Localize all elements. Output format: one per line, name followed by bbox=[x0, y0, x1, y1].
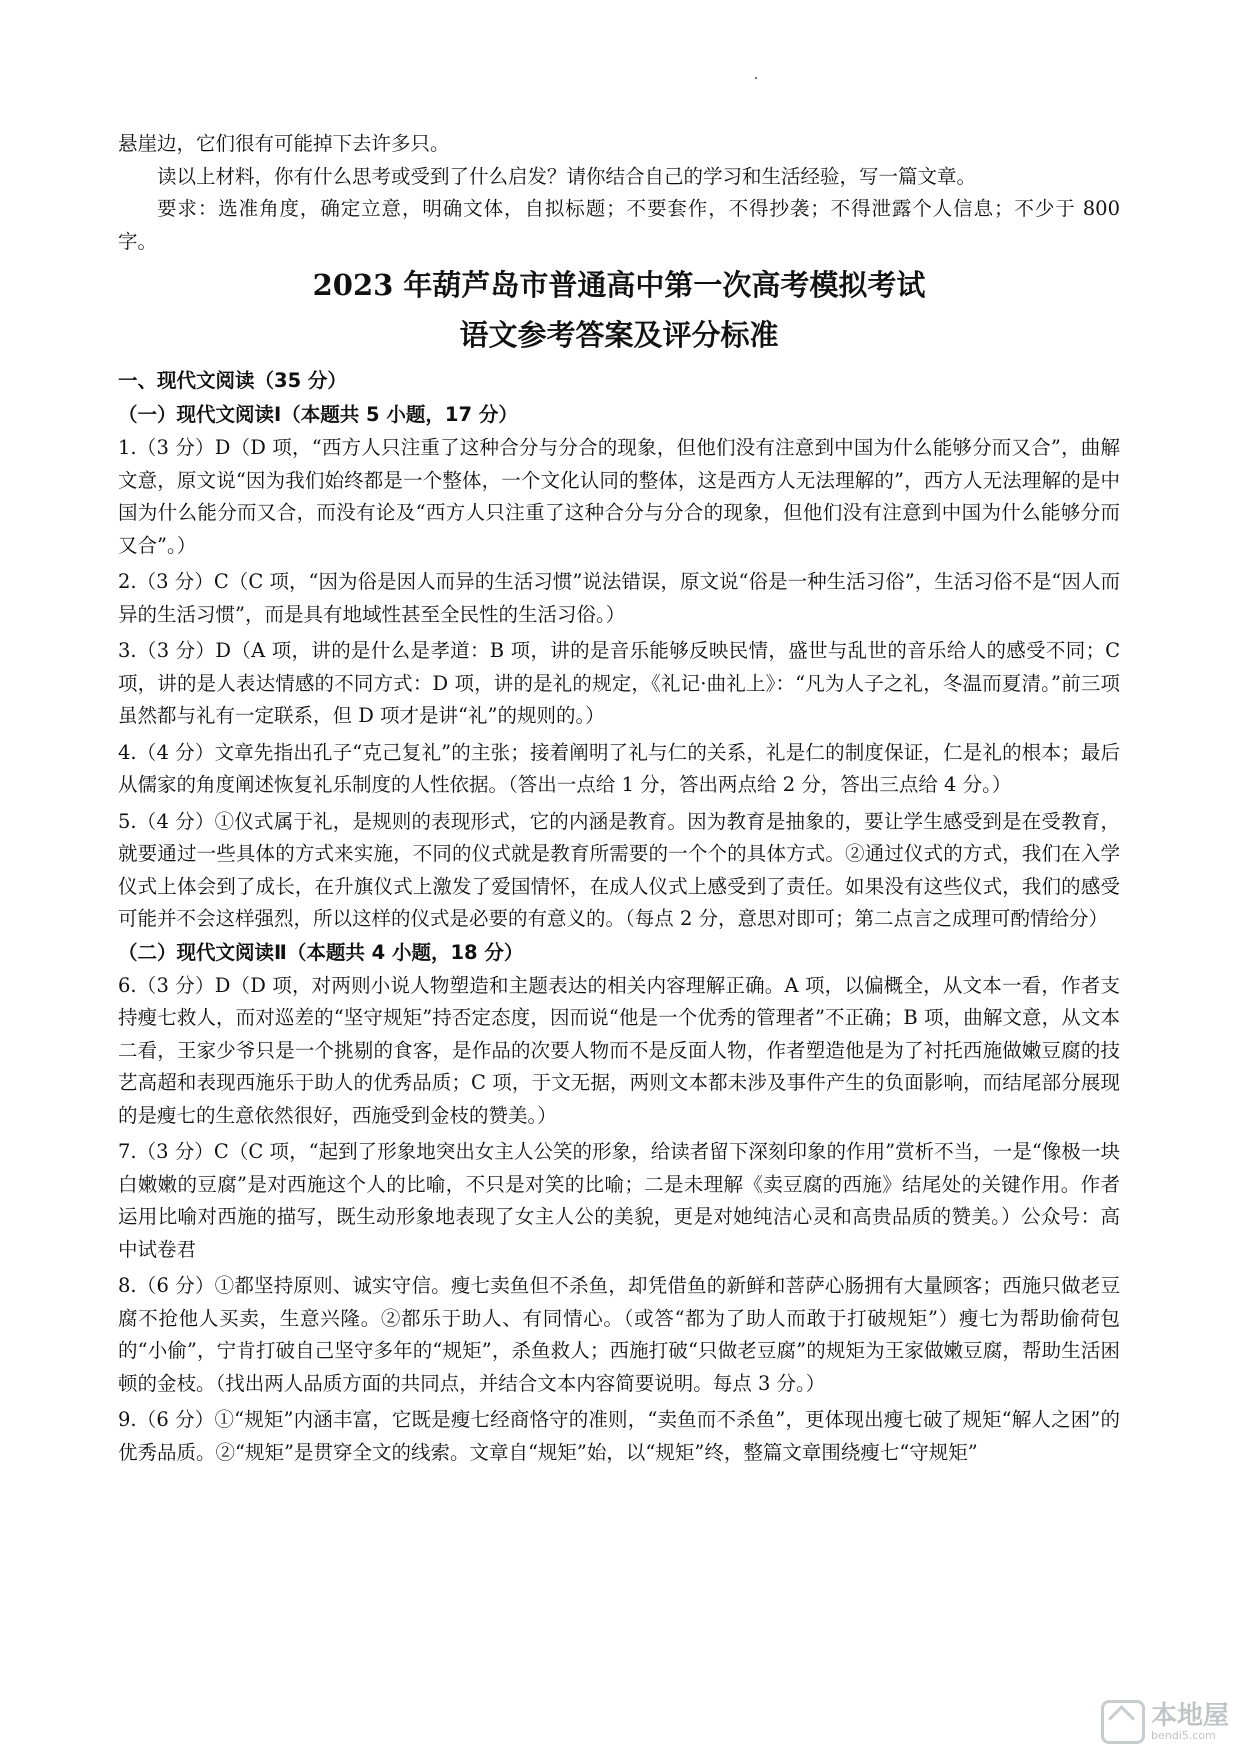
watermark-url: bendi5.com bbox=[1150, 1729, 1216, 1742]
answer-item-5: 5.（4 分）①仪式属于礼，是规则的表现形式，它的内涵是教育。因为教育是抽象的，要让学生感受到是在受教育，就要通过一些具体的方式来实施，不同的仪式就是教育所需要的一个个的具体方式。②通过仪式的方式，我们在入学仪式上体会到了成长，在升旗仪式上激发了爱国情怀，在成人仪式上感受到了责任。如果没有这些仪式，我们的感受可能并不会这样强烈，所以这样的仪式是必要的有意义的。（每点 2 分，意思对即可；第二点言之成理可酌情给分） bbox=[118, 809, 1120, 930]
subsection-heading-2: （二）现代文阅读Ⅱ（本题共 4 小题，18 分） bbox=[118, 940, 524, 964]
watermark-text bbox=[1151, 1702, 1229, 1742]
watermark-logo bbox=[1101, 1700, 1229, 1744]
exam-title: 2023 年葫芦岛市普通高中第一次高考模拟考试 bbox=[312, 268, 926, 302]
answer-item-6: 6.（3 分）D（D 项，对两则小说人物塑造和主题表达的相关内容理解正确。A 项，以偏概全，从文本一看，作者支持瘦七救人，而对巡差的“坚守规矩”持否定态度，因而说“他是一个优秀的管理者”不正确；B 项，曲解文意，从文本二看，王家少爷只是一个挑剔的食客，是作品的次要人物而不是反面人物，作者塑造他是为了衬托西施做嫩豆腐的技艺高超和表现西施乐于助人的优秀品质；C 项，于文无据，两则文本都未涉及事件产生的负面影响，而结尾部分展现的是瘦七的生意依然很好，西施受到金枝的赞美。） bbox=[118, 973, 1120, 1127]
answer-document bbox=[118, 128, 1120, 1469]
answer-title: 语文参考答案及评分标准 bbox=[459, 318, 779, 352]
answer-item-2: 2.（3 分）C（C 项，“因为俗是因人而异的生活习惯”说法错误，原文说“俗是一种生活习俗”，生活习俗不是“因人而异的生活习惯”，而是具有地域性甚至全民性的生活习俗。） bbox=[118, 570, 1120, 626]
subsection-heading-1: （一）现代文阅读Ⅰ（本题共 5 小题，17 分） bbox=[118, 403, 518, 426]
answer-item-8: 8.（6 分）①都坚持原则、诚实守信。瘦七卖鱼但不杀鱼，却凭借鱼的新鲜和菩萨心肠拥有大量顾客；西施只做老豆腐不抢他人买卖，生意兴隆。②都乐于助人、有同情心。（或答“都为了助人而敢于打破规矩”）瘦七为帮助偷荷包的“小偷”，宁肯打破自己坚守多年的“规矩”，杀鱼救人；西施打破“只做老豆腐”的规矩为王家做嫩豆腐，帮助生活困顿的金枝。（找出两人品质方面的共同点，并结合文本内容简要说明。每点 3 分。） bbox=[118, 1274, 1120, 1395]
prev-text-para-2: 要求：选准角度，确定立意，明确文体，自拟标题；不要套作，不得抄袭；不得泄露个人信息；不少于 800 字。 bbox=[118, 197, 1120, 253]
answer-item-3: 3.（3 分）D（A 项，讲的是什么是孝道：B 项，讲的是音乐能够反映民情，盛世与乱世的音乐给人的感受不同；C 项，讲的是人表达情感的不同方式：D 项，讲的是礼的规定，《礼记·曲礼上》：“凡为人子之礼，冬温而夏清。”前三项虽然都与礼有一定联系，但 D 项才是讲“礼”的规则的。） bbox=[118, 639, 1120, 727]
prev-text-para-1: 读以上材料，你有什么思考或受到了什么启发？请你结合自己的学习和生活经验，写一篇文章。 bbox=[157, 164, 977, 188]
prev-text-line: 悬崖边，它们很有可能掉下去许多只。 bbox=[118, 132, 450, 155]
section-heading: 一、现代文阅读（35 分） bbox=[118, 369, 347, 392]
house-icon bbox=[1101, 1700, 1145, 1744]
scan-speck bbox=[755, 77, 757, 79]
answer-item-1: 1.（3 分）D（D 项，“西方人只注重了这种合分与分合的现象，但他们没有注意到中国为什么能够分而又合”，曲解文意，原文说“因为我们始终都是一个整体，一个文化认同的整体，这是西方人无法理解的”，西方人无法理解的是中国为什么能分而又合，而没有论及“西方人只注重了这种合分与分合的现象，但他们没有注意到中国为什么能够分而又合”。） bbox=[118, 436, 1120, 557]
answer-item-9: 9.（6 分）①“规矩”内涵丰富，它既是瘦七经商恪守的准则，“卖鱼而不杀鱼”，更体现出瘦七破了规矩“解人之困”的优秀品质。②“规矩”是贯穿全文的线索。文章自“规矩”始，以“规矩”终，整篇文章围绕瘦七“守规矩” bbox=[118, 1408, 1120, 1464]
watermark-name: 本地屋 bbox=[1150, 1701, 1229, 1731]
answer-item-7: 7.（3 分）C（C 项，“起到了形象地突出女主人公笑的形象，给读者留下深刻印象的作用”赏析不当，一是“像极一块白嫩嫩的豆腐”是对西施这个人的比喻，不只是对笑的比喻；二是未理解《卖豆腐的西施》结尾处的关键作用。作者运用比喻对西施的描写，既生动形象地表现了女主人公的美貌，更是对她纯洁心灵和高贵品质的赞美。）公众号：高中试卷君 bbox=[118, 1140, 1120, 1261]
answer-item-4: 4.（4 分）文章先指出孔子“克己复礼”的主张；接着阐明了礼与仁的关系，礼是仁的制度保证，仁是礼的根本；最后从儒家的角度阐述恢复礼乐制度的人性依据。（答出一点给 1 分，答出两点给 2 分，答出三点给 4 分。） bbox=[118, 740, 1120, 796]
